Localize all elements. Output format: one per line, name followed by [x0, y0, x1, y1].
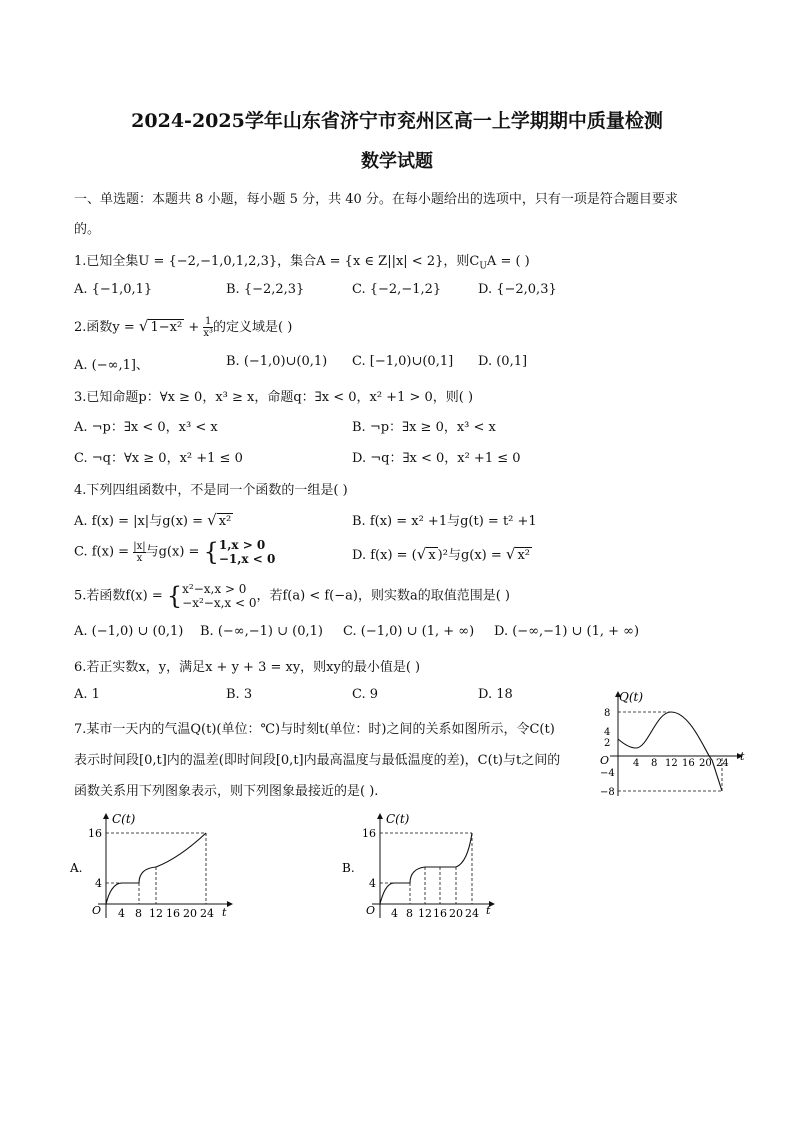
b-xtick: 4	[391, 907, 398, 920]
a-ytick: 4	[95, 877, 102, 890]
question-4-option-d[interactable]: D. f(x) = (√ x )²与g(x) = √ x²	[352, 545, 531, 563]
question-4-option-c[interactable]: C. f(x) = $\frac{|x|}{x}$ 与g(x) = { 1,x > 0 −1,x < 0	[74, 538, 276, 566]
a-xtick: 20	[183, 907, 197, 920]
section-intro: 一、单选题：本题共 8 小题，每小题 5 分，共 40 分。在每小题给出的选项中，只有一项是符合题目要求	[74, 192, 678, 207]
question-5-option-a[interactable]: A. (−1,0) ∪ (0,1)	[74, 624, 184, 639]
option-a-label: A.	[70, 861, 83, 875]
question-1-option-a[interactable]: A. {−1,0,1}	[74, 282, 153, 297]
q-xlabel: t	[740, 750, 745, 763]
q-ytick: 4	[604, 727, 611, 738]
question-6-option-c[interactable]: C. 9	[352, 687, 379, 702]
b-xtick: 16	[433, 907, 447, 920]
b-xtick: 20	[449, 907, 463, 920]
question-6-stem: 6.若正实数x，y，满足x + y + 3 = xy，则xy的最小值是( )	[74, 660, 421, 675]
a-xtick: 8	[135, 907, 142, 920]
question-4-stem: 4.下列四组函数中，不是同一个函数的一组是( )	[74, 483, 348, 498]
q-xtick: 16	[682, 758, 695, 769]
a-xtick: 16	[166, 907, 180, 920]
temperature-graph	[596, 684, 752, 802]
b-xtick: 24	[465, 907, 479, 920]
a-xtick: 4	[118, 907, 125, 920]
question-6-option-d[interactable]: D. 18	[478, 687, 513, 702]
section-intro-cont: 的。	[74, 222, 101, 237]
question-1-option-c[interactable]: C. {−2,−1,2}	[352, 282, 442, 297]
q-curve	[618, 712, 722, 791]
b-curve	[380, 833, 472, 904]
question-3-option-b[interactable]: B. ¬p：∃x ≥ 0，x³ < x	[352, 420, 496, 435]
q-xtick: 4	[633, 758, 640, 769]
b-ylabel: C(t)	[386, 812, 410, 826]
q-ytick: 8	[604, 708, 611, 719]
q-ytick: −4	[600, 768, 615, 779]
page-subtitle: 数学试题	[361, 151, 433, 172]
question-2-option-a[interactable]: A. (−∞,1]、	[74, 358, 149, 373]
question-2-option-d[interactable]: D. (0,1]	[478, 354, 528, 369]
b-xtick: 12	[418, 907, 432, 920]
question-2-option-c[interactable]: C. [−1,0)∪(0,1]	[352, 354, 454, 369]
a-xlabel: t	[222, 906, 227, 919]
q-origin: O	[600, 754, 610, 767]
a-origin: O	[92, 904, 102, 917]
q-ytick: −8	[600, 787, 615, 798]
q-xtick: 20	[699, 758, 712, 769]
q-xtick: 24	[716, 758, 729, 769]
question-1-option-d[interactable]: D. {−2,0,3}	[478, 282, 557, 297]
question-1-stem: 1.已知全集U = {−2,−1,0,1,2,3}，集合A = {x ∈ Z||x| < 2}，则$C_UA$ = ( )	[74, 254, 530, 272]
option-b-graph[interactable]	[336, 808, 506, 923]
b-origin: O	[366, 904, 376, 917]
question-3-stem: 3.已知命题p：∀x ≥ 0，x³ ≥ x，命题q：∃x < 0，x² +1 > 0，则( )	[74, 390, 474, 405]
question-6-option-b[interactable]: B. 3	[226, 687, 253, 702]
question-3-option-a[interactable]: A. ¬p：∃x < 0，x³ < x	[74, 420, 218, 435]
q-xtick: 12	[665, 758, 678, 769]
question-5-stem: 5.若函数f(x) = { x²−x,x > 0 −x²−x,x < 0 ，若f(a) < f(−a)，则实数a的取值范围是( )	[74, 582, 510, 610]
question-5-option-d[interactable]: D. (−∞,−1) ∪ (1, + ∞)	[494, 624, 640, 639]
question-4-option-a[interactable]: A. f(x) = |x|与g(x) = √ x²	[74, 511, 232, 529]
b-ytick: 16	[362, 827, 376, 840]
b-xtick: 8	[406, 907, 413, 920]
page-title: 2024-2025学年山东省济宁市兖州区高一上学期期中质量检测	[131, 110, 663, 132]
question-5-option-c[interactable]: C. (−1,0) ∪ (1, + ∞)	[343, 624, 475, 639]
question-2-stem: 2.函数y = √ 1−x² + $\frac{1}{\text{x³}}$ 的定义域是( )	[74, 316, 293, 339]
question-2-option-b[interactable]: B. (−1,0)∪(0,1)	[226, 354, 328, 369]
question-5-option-b[interactable]: B. (−∞,−1) ∪ (0,1)	[200, 624, 323, 639]
question-7-stem-line3: 函数关系用下列图象表示，则下列图象最接近的是( ).	[74, 784, 379, 799]
question-7-stem-line1: 7.某市一天内的气温Q(t)(单位：℃)与时刻t(单位：时)之间的关系如图所示，令C(t)	[74, 722, 555, 737]
a-ytick: 16	[88, 827, 102, 840]
option-b-label: B.	[342, 861, 355, 875]
a-ylabel: C(t)	[112, 812, 136, 826]
a-xtick: 24	[200, 907, 214, 920]
question-3-option-d[interactable]: D. ¬q：∃x < 0，x² +1 ≤ 0	[352, 451, 521, 466]
question-1-option-b[interactable]: B. {−2,2,3}	[226, 282, 305, 297]
q-ytick: 2	[604, 738, 611, 749]
q-xtick: 8	[651, 758, 658, 769]
question-7-stem-line2: 表示时间段[0,t]内的温差(即时间段[0,t]内最高温度与最低温度的差)，C(t)与t之间的	[74, 753, 561, 768]
question-3-option-c[interactable]: C. ¬q：∀x ≥ 0，x² +1 ≤ 0	[74, 451, 243, 466]
q-ylabel: Q(t)	[619, 690, 644, 704]
a-xtick: 12	[149, 907, 163, 920]
question-4-option-b[interactable]: B. f(x) = x² +1与g(t) = t² +1	[352, 514, 537, 529]
b-ytick: 4	[369, 877, 376, 890]
b-xlabel: t	[486, 904, 491, 917]
question-6-option-a[interactable]: A. 1	[74, 687, 100, 702]
option-a-graph[interactable]	[64, 808, 244, 923]
